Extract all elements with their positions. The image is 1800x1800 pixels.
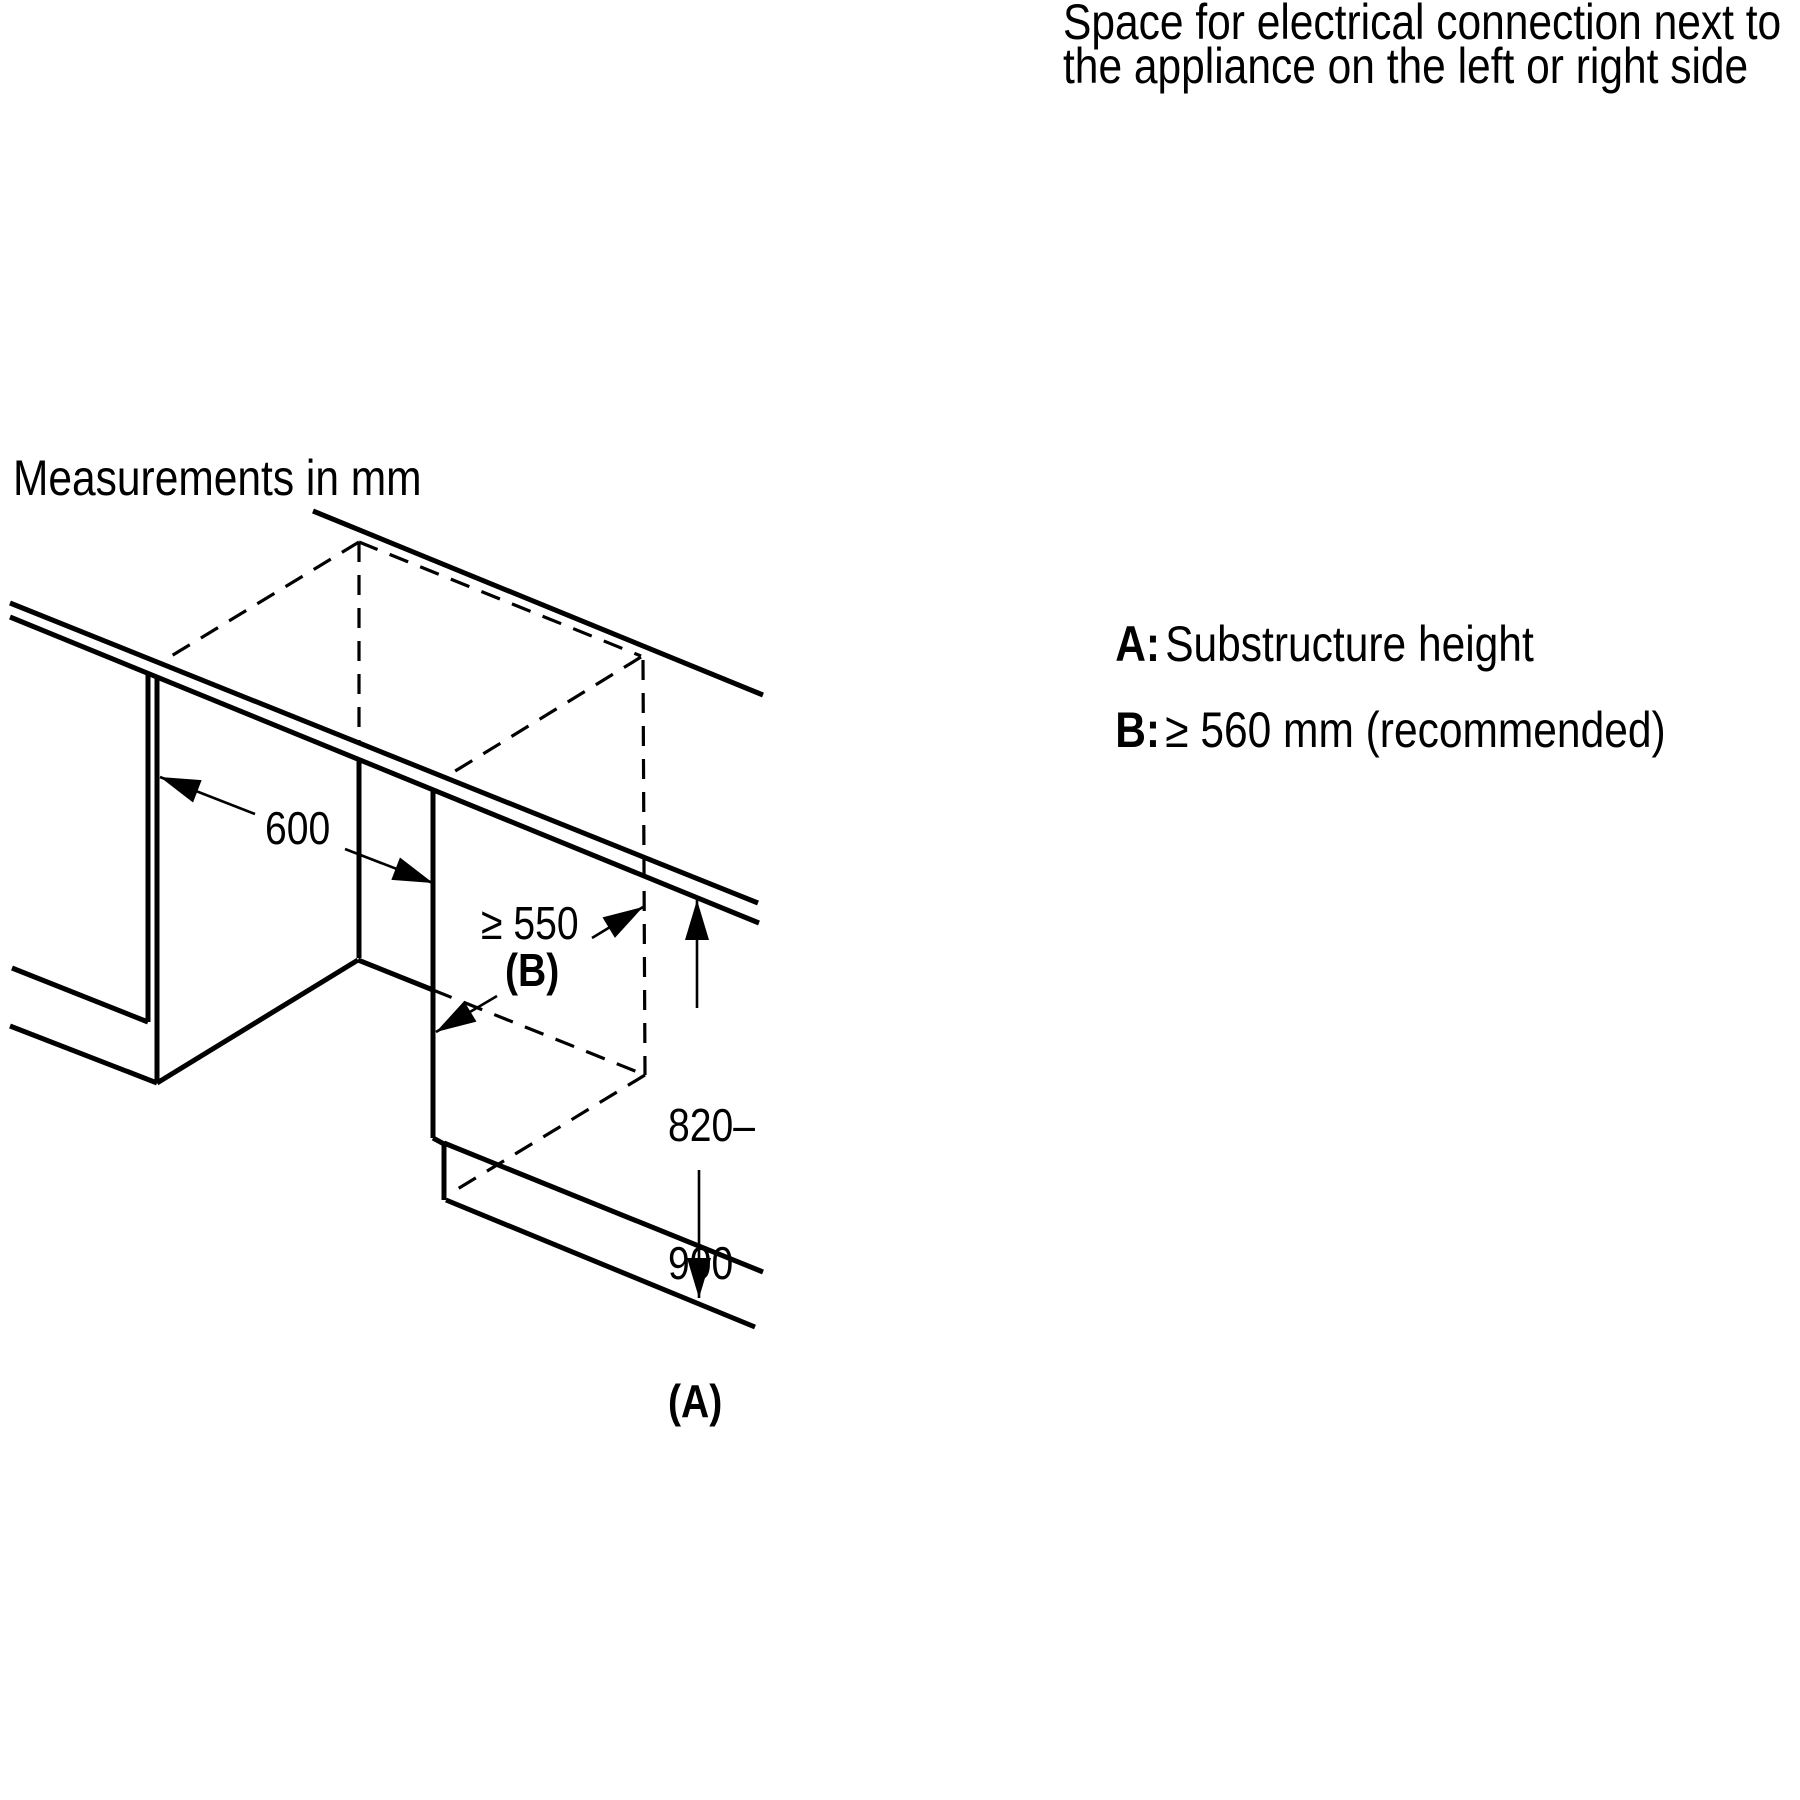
dim-height-ref: (A) [668,1375,723,1427]
dim-width-label: 600 [265,802,331,854]
legend-b [1068,643,1666,817]
niche-floor-right-edge-hidden [451,1075,645,1193]
depth-dim-arrow-lower [430,1001,477,1042]
niche-floor-back-edge-visible [358,960,433,990]
wall-back-top-edge [313,511,763,695]
right-cabinet-bottom-jog [433,1138,444,1144]
depth-dim-arrow-upper [603,897,650,938]
countertop-front-bottom-edge [10,617,759,923]
left-cabinet-plinth-top-edge [12,968,148,1022]
note-line-1: Space for electrical connection next to [1063,0,1782,50]
width-dim-arrow-left [156,766,202,803]
dim-depth-ref-label: (B) [505,944,560,996]
legend-b-label: B: [1115,702,1161,758]
legend-a-text: Substructure height [1165,616,1534,672]
legend-b-text: ≥ 560 mm (recommended) [1165,702,1666,758]
left-cabinet-floor-line [10,1026,157,1083]
niche-back-right-vertical [643,660,645,1075]
page-title: Measurements in mm [13,450,422,506]
dim-height-range-top: 820– [668,1099,755,1151]
legend-a-label: A: [1115,616,1161,672]
niche-top-back-edge [359,542,641,656]
niche-top-right-edge [452,657,641,773]
dim-height-label [668,1010,755,1516]
note-line-2: the appliance on the left or right side [1063,38,1749,94]
width-dim-arrow-right [391,857,437,894]
niche-floor-left-edge [157,960,358,1083]
height-dim-arrow-up [685,900,709,940]
niche-top-left-edge [168,542,359,658]
note-electrical-connection [1063,0,1782,94]
dim-height-range-bottom: 900 [668,1237,734,1289]
dim-depth-label: ≥ 550 [481,897,579,949]
